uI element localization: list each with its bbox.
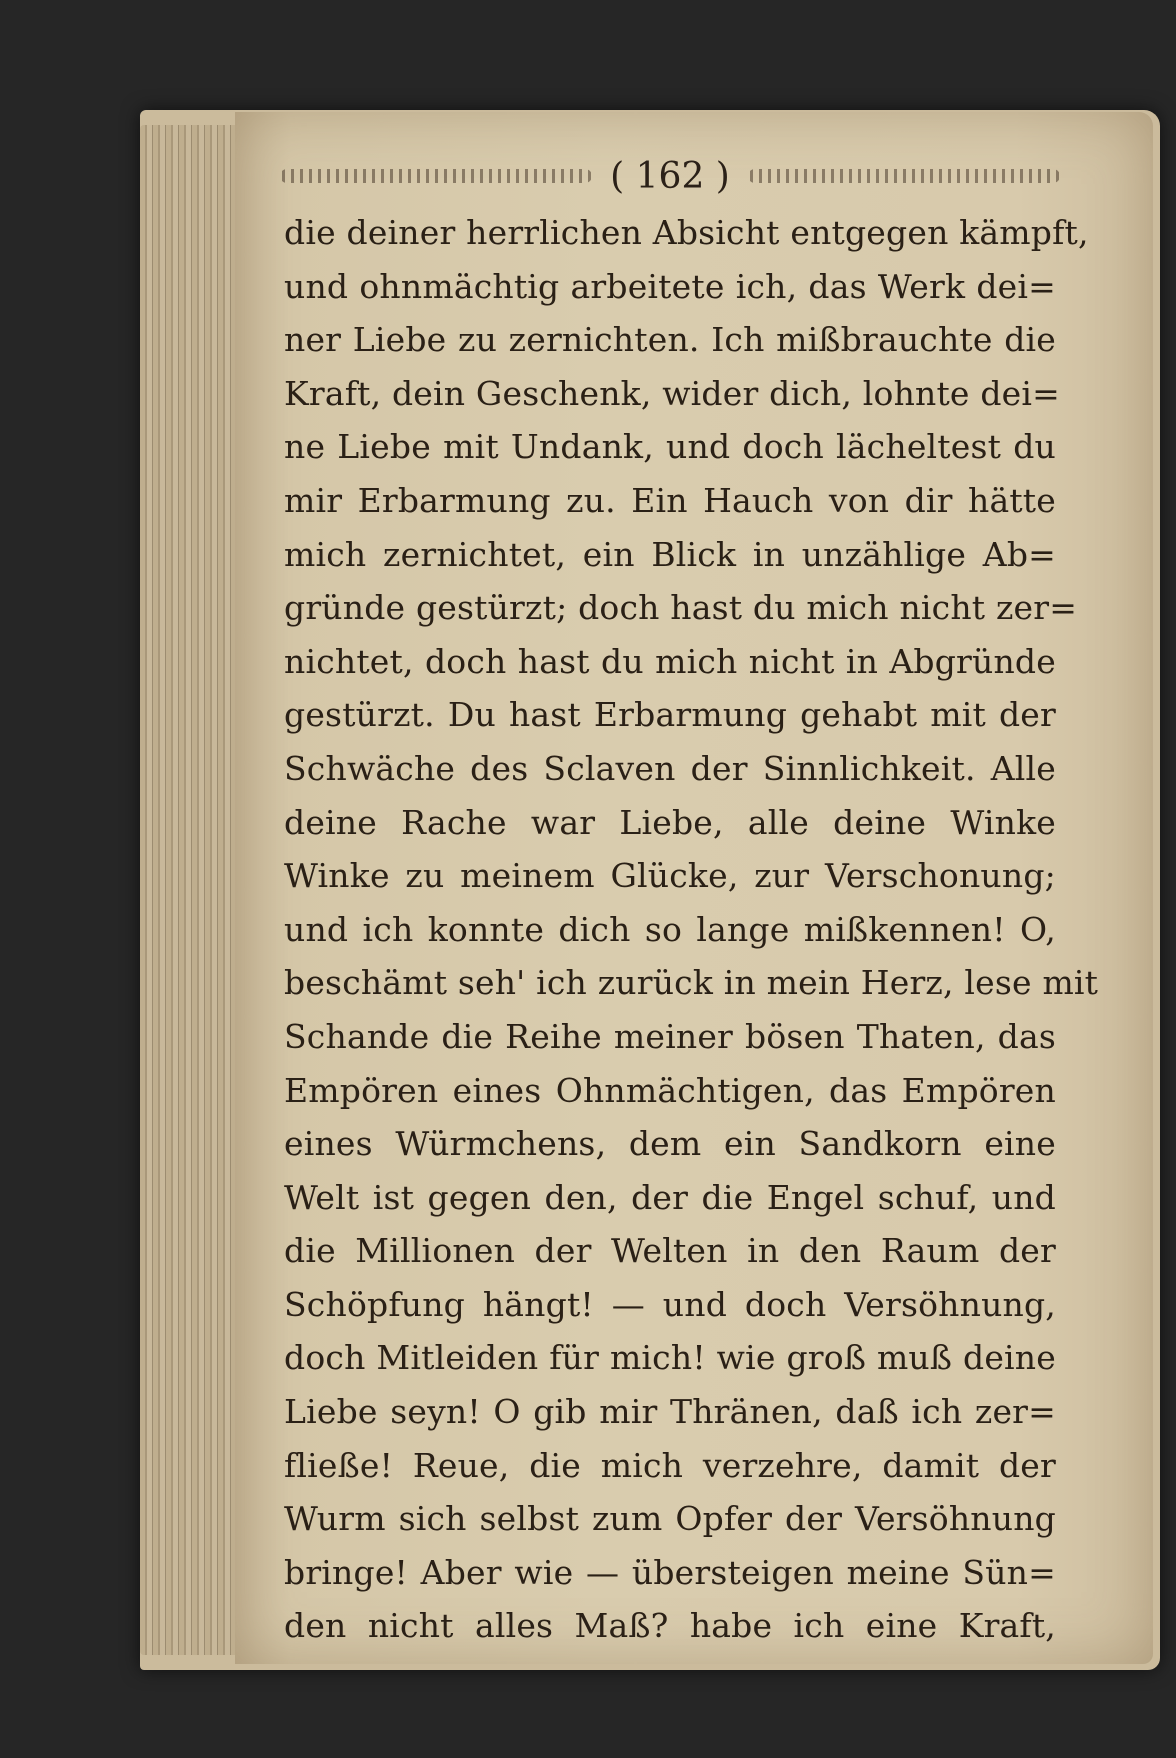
left-ornament xyxy=(280,169,592,183)
text-line: eines Würmchens, dem ein Sandkorn eine xyxy=(284,1124,1056,1164)
page-header xyxy=(280,148,1060,204)
text-line: Kraft, dein Geschenk, wider dich, lohnte dei= xyxy=(284,373,1061,413)
text-line: mich zernichtet, ein Blick in unzählige Ab= xyxy=(284,534,1056,574)
text-line: und ich konnte dich so lange mißkennen! O, xyxy=(284,909,1056,949)
text-line: ner Liebe zu zernichten. Ich mißbrauchte die xyxy=(284,320,1056,360)
text-line: gründe gestürzt; doch hast du mich nicht zer= xyxy=(284,588,1078,628)
text-line: Empören eines Ohnmächtigen, das Empören xyxy=(284,1070,1056,1110)
text-line: doch Mitleiden für mich! wie groß muß deine xyxy=(284,1338,1056,1378)
text-line: bringe! Aber wie — übersteigen meine Sün= xyxy=(284,1552,1056,1592)
text-line: die deiner herrlichen Absicht entgegen kämpft, xyxy=(284,213,1089,252)
text-line: beschämt seh' ich zurück in mein Herz, lese mit xyxy=(284,963,1099,1003)
text-line: Winke zu meinem Glücke, zur Verschonung; xyxy=(284,856,1056,896)
text-line: Wurm sich selbst zum Opfer der Versöhnung xyxy=(284,1499,1056,1539)
text-line: mir Erbarmung zu. Ein Hauch von dir hätte xyxy=(284,480,1056,520)
text-line: und ohnmächtig arbeitete ich, das Werk dei= xyxy=(284,266,1056,306)
body-text xyxy=(284,206,1099,1653)
text-line: fließe! Reue, die mich verzehre, damit der xyxy=(284,1445,1056,1485)
text-line: ne Liebe mit Undank, und doch lächeltest du xyxy=(284,427,1056,467)
text-line: Liebe seyn! O gib mir Thränen, daß ich zer= xyxy=(284,1392,1056,1432)
page-number: ( 162 ) xyxy=(610,155,730,197)
text-line: Schwäche des Sclaven der Sinnlichkeit. Alle xyxy=(284,748,1056,788)
text-line: Schande die Reihe meiner bösen Thaten, das xyxy=(284,1016,1056,1056)
text-line: nichtet, doch hast du mich nicht in Abgründe xyxy=(284,641,1056,681)
page-edges xyxy=(140,125,240,1655)
text-line: gestürzt. Du hast Erbarmung gehabt mit der xyxy=(284,695,1056,735)
text-line: Schöpfung hängt! — und doch Versöhnung, xyxy=(284,1284,1056,1324)
text-line: deine Rache war Liebe, alle deine Winke xyxy=(284,802,1056,842)
text-line: die Millionen der Welten in den Raum der xyxy=(284,1231,1056,1271)
text-line: Welt ist gegen den, der die Engel schuf, und xyxy=(284,1177,1056,1217)
text-line: den nicht alles Maß? habe ich eine Kraft, xyxy=(284,1606,1056,1646)
right-ornament xyxy=(748,169,1060,183)
